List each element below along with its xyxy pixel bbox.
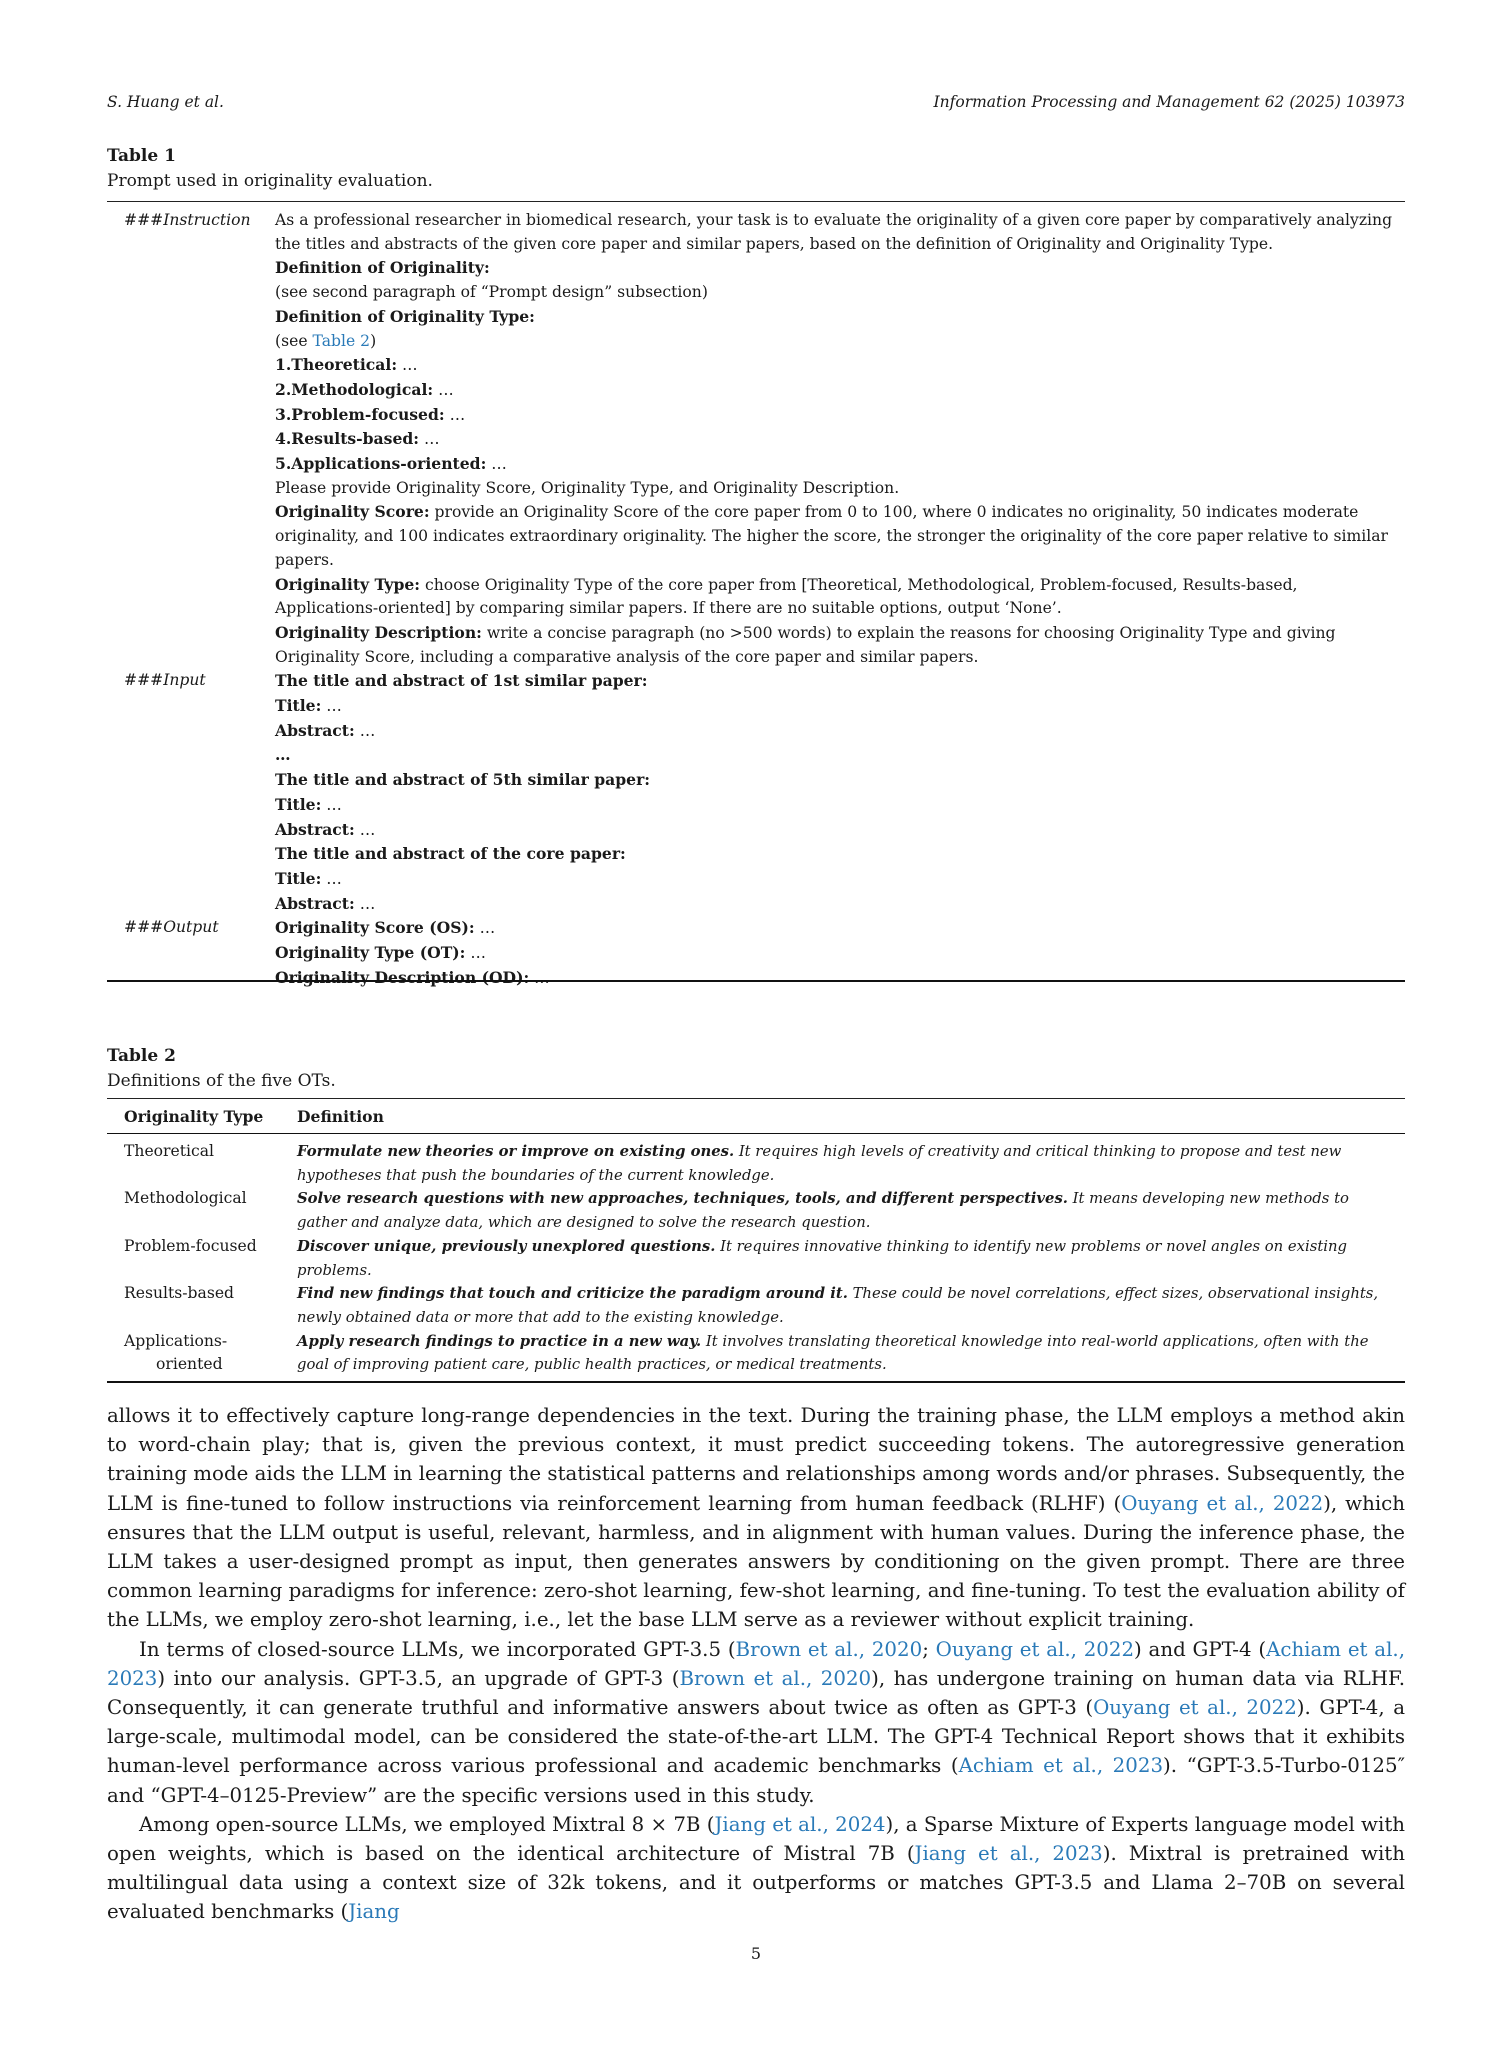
text-run: ) and GPT-4 ( [1134,1637,1267,1661]
type-cell: Results-based [124,1284,235,1303]
table2-header-row [107,1099,1405,1133]
field-ellipsis: … [321,869,342,888]
field-ellipsis: … [474,919,496,938]
definition-cell [297,1330,1405,1377]
table2-link[interactable]: Table 2 [312,331,371,350]
definition-lead: Discover unique, previously unexplored questions. [297,1237,716,1255]
input-core-heading: The title and abstract of the core paper: [275,844,626,864]
field-ellipsis: … [529,968,550,987]
field-label: Originality Score (OS): [275,918,475,938]
originality-description-spec [275,621,1397,669]
definition-rest: These could be novel correlations, effect sizes, observational insights, newly obtained data or more that add to the existing knowledge. [297,1285,1379,1326]
field-ellipsis: … [321,795,342,814]
field-label: Originality Description (OD): [275,967,530,987]
citation-link[interactable]: Brown et al., 2020 [735,1637,923,1661]
definition-cell [297,1235,1405,1282]
definition-rest: It requires high levels of creativity and critical thinking to propose and test new hypotheses that push the boundaries of the current knowledge. [297,1143,1342,1184]
field-ellipsis: … [354,820,376,839]
field-ellipsis: … [321,697,342,716]
abstract-field [275,892,1397,917]
table-row [107,1187,1405,1234]
table2-definitions [107,1099,1405,1383]
type-item-rest: … [433,380,454,399]
text-run: Among open-source LLMs, we employed Mixtral 8 × 7B ( [139,1812,715,1836]
title-field [275,867,1397,892]
text-run: allows it to effectively capture long-range dependencies in the text. During the training phase, the LLM employs a method akin to word-chain play; that is, given the previous context, it must predict succeeding tokens. The autoregressive generation training mode aids the LLM in learning the statistical patterns and relationships among words and/or phrases. Subsequently, the LLM is fine-tuned to follow instructions via reinforcement learning from human feedback (RLHF) ( [107,1404,1405,1515]
text-run: ), a Sparse Mixture of Experts language model with open weights, which is based on the identical architecture of Mistral 7B ( [107,1812,1406,1866]
score-heading: Originality Score: [275,502,430,522]
table2-header-rule [107,1133,1405,1134]
definition-cell [297,1187,1405,1234]
input-label: ###Input [124,671,206,690]
citation-link[interactable]: Achiam et al., 2023 [958,1754,1164,1778]
text-run: ), which ensures that the LLM output is useful, relevant, harmless, and in alignment with human values. During the inference phase, the LLM takes a user-designed prompt as input, then generates answers by conditioning on the given prompt. There are three common learning paradigms for inference: zero-shot learning, few-shot learning, and fine-tuning. To test the evaluation ability of the LLMs, we employ zero-shot learning, i.e., let the base LLM serve as a reviewer without explicit training. [107,1491,1405,1632]
definition-lead: Formulate new theories or improve on existing ones. [297,1143,735,1160]
type-item-3 [275,403,1397,428]
type-item-rest: … [486,455,507,474]
definition-rest: It requires innovative thinking to identify new problems or novel angles on existing problems. [297,1237,1348,1279]
type-item-4 [275,427,1397,452]
title-field [275,694,1397,719]
citation-link[interactable]: Achiam et al., 2023 [107,1637,1405,1690]
instruction-row [107,209,1405,669]
paragraph-3 [107,1810,1405,1927]
def-originality-body: (see second paragraph of “Prompt design” subsection) [275,283,708,302]
running-header-authors: S. Huang et al. [107,93,224,111]
text-run: ), has undergone training on human data via RLHF. Consequently, it can generate truthful and informative answers about twice as often as GPT-3 ( [107,1666,1405,1720]
instruction-label: ###Instruction [124,211,251,229]
type-body: choose Originality Type of the core paper from [Theoretical, Methodological, Problem-focused, Results-based, Applications-oriented] by comparing similar papers. If there are no suitable options, output ‘None’. [275,575,1298,618]
table1-prompt [107,209,1405,991]
type-cell-line: Applications- [124,1331,228,1350]
table1-label: Table 1 [107,146,176,166]
input-5th-heading: The title and abstract of 5th similar paper: [275,770,651,790]
originality-score-spec [275,500,1397,572]
desc-heading: Originality Description: [275,622,482,642]
type-item-rest: … [444,405,466,424]
text-run: In terms of closed-source LLMs, we incorporated GPT-3.5 ( [139,1637,736,1661]
table2-label: Table 2 [107,1046,176,1066]
table1-bottom-rule [107,980,1405,982]
body-text [107,1401,1405,1927]
type-item-name: 3.Problem-focused: [275,404,445,424]
table-row [107,1140,1405,1187]
page-number: 5 [750,1944,762,1963]
table2-title: Definitions of the five OTs. [107,1071,336,1091]
type-cell: Theoretical [124,1142,215,1160]
field-ellipsis: … [354,894,376,913]
type-item-name: 1.Theoretical: [275,355,398,375]
citation-link[interactable]: Ouyang et al., 2022 [935,1637,1135,1661]
definition-lead: Apply research findings to practice in a new way. [297,1332,702,1350]
output-od [275,966,1397,991]
definition-rest: It involves translating theoretical knowledge into real-world applications, often with the goal of improving patient care, public health practices, or medical treatments. [297,1332,1369,1374]
paragraph-1 [107,1401,1405,1635]
type-item-rest: … [397,356,418,375]
text-run: ). Mixtral is pretrained with multilingual data using a context size of 32k tokens, and it outperforms or matches GPT-3.5 and Llama 2–70B on several evaluated benchmarks ( [107,1842,1405,1924]
table-row [107,1235,1405,1282]
type-heading: Originality Type: [275,574,421,594]
definition-lead: Find new findings that touch and criticize the paradigm around it. [297,1285,848,1303]
paragraph-2 [107,1635,1405,1810]
type-cell-line: oriented [156,1355,223,1374]
field-ellipsis: … [354,721,376,740]
see-close: ) [370,331,377,350]
citation-link[interactable]: Ouyang et al., 2022 [1121,1491,1324,1515]
citation-link[interactable]: Ouyang et al., 2022 [1093,1696,1297,1720]
table-row [107,1282,1405,1329]
desc-body: write a concise paragraph (no >500 words) to explain the reasons for choosing Originality Type and giving Originality Score, including a comparative analysis of the core paper and similar papers. [275,623,1336,666]
input-content [275,669,1405,916]
type-item-rest: … [419,430,440,449]
definition-cell [297,1140,1405,1187]
type-item-2 [275,378,1397,403]
text-run: ). “GPT-3.5-Turbo-0125″ and “GPT-4–0125-Preview” are the specific versions used in this study. [107,1754,1405,1807]
table1-title: Prompt used in originality evaluation. [107,171,433,191]
citation-link[interactable]: Jiang [348,1900,400,1924]
see-open: (see [275,331,313,350]
citation-link[interactable]: Jiang et al., 2024 [714,1812,886,1836]
type-item-1 [275,353,1397,378]
field-label: Abstract: [275,720,355,740]
def-originality-heading: Definition of Originality: [275,258,490,278]
see-table2-line [275,330,1397,354]
instruction-intro: As a professional researcher in biomedical research, your task is to evaluate the originality of a given core paper by comparatively analyzing the titles and abstracts of the given core paper and similar papers, based on the definition of Originality and Originality Type. [275,211,1393,253]
field-label: Title: [275,794,322,814]
please-provide: Please provide Originality Score, Originality Type, and Originality Description. [275,478,900,497]
type-item-name: 4.Results-based: [275,429,420,449]
type-item-name: 2.Methodological: [275,379,434,399]
score-body: provide an Originality Score of the core paper from 0 to 100, where 0 indicates no originality, 50 indicates moderate originality, and 100 indicates extraordinary originality. The higher the score, the stronger the originality of the core paper relative to similar papers. [275,503,1389,569]
table-row [107,1330,1405,1377]
type-item-5 [275,452,1397,477]
definition-lead: Solve research questions with new approaches, techniques, tools, and different perspectives. [297,1190,1068,1208]
instruction-content [275,209,1405,669]
output-label: ###Output [124,918,219,937]
field-ellipsis: … [465,944,486,963]
field-label: Title: [275,868,322,888]
table1-top-rule [107,201,1405,202]
abstract-field [275,818,1397,843]
citation-link[interactable]: Brown et al., 2020 [679,1666,872,1690]
field-label: Originality Type (OT): [275,943,466,963]
type-cell [107,1330,297,1377]
field-label: Title: [275,696,322,716]
col-header-definition: Definition [297,1106,384,1126]
title-field [275,793,1397,818]
col-header-type: Originality Type [124,1106,264,1126]
text-run: ) into our analysis. GPT-3.5, an upgrade of GPT-3 ( [157,1666,680,1690]
field-label: Abstract: [275,893,355,913]
citation-link[interactable]: Jiang et al., 2023 [914,1842,1103,1866]
input-1st-heading: The title and abstract of 1st similar paper: [275,671,648,691]
abstract-field [275,719,1397,744]
output-ot [275,941,1397,966]
type-cell: Methodological [124,1189,247,1208]
type-cell: Problem-focused [124,1236,257,1255]
type-item-name: 5.Applications-oriented: [275,454,487,474]
running-header-journal: Information Processing and Management 62 (2025) 103973 [933,93,1405,111]
table2-bottom-rule [107,1381,1405,1383]
text-run: ). GPT-4, a large-scale, multimodal model, can be considered the state-of-the-art LLM. The GPT-4 Technical Report shows that it exhibits human-level performance across various professional and academic benchmarks ( [107,1696,1406,1778]
definition-cell [297,1282,1405,1329]
def-type-heading: Definition of Originality Type: [275,306,535,326]
output-os [275,916,1397,941]
input-row [107,669,1405,916]
omitted-dots: … [275,745,291,765]
text-run: ; [922,1637,936,1661]
originality-type-spec [275,573,1397,621]
field-label: Abstract: [275,819,355,839]
definition-rest: It means developing new methods to gather and analyze data, which are designed to solve the research question. [297,1190,1349,1232]
